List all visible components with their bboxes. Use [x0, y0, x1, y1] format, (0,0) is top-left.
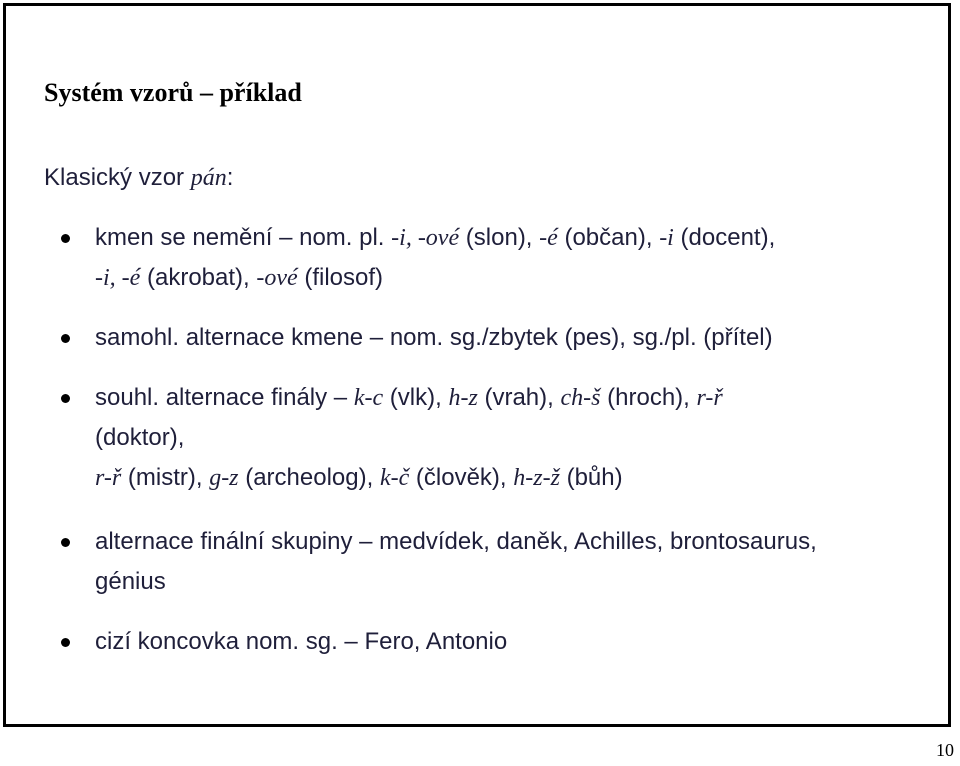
italic-segment: r-ř [95, 465, 122, 491]
text-segment: (hroch), [600, 384, 697, 411]
text-segment: souhl. alternace finály – [95, 384, 354, 411]
text-segment: (slon), [459, 224, 540, 251]
slide-title: Systém vzorů – příklad [44, 78, 302, 107]
text-segment: (člověk), [409, 464, 514, 491]
italic-segment: -ové [256, 265, 298, 291]
italic-segment: k-č [379, 465, 410, 491]
text-segment: (mistr), [121, 464, 210, 491]
text-segment: génius [95, 568, 166, 595]
text-segment: (archeolog), [238, 464, 380, 491]
italic-segment: -i, -ové [391, 225, 460, 251]
text-segment: samohl. alternace kmene – nom. sg./zbytek (pes), sg./pl. (přítel) [95, 324, 773, 351]
italic-segment: -é [539, 225, 558, 251]
italic-segment: g-z [209, 465, 239, 491]
intro-prefix: Klasický vzor [44, 164, 191, 191]
italic-segment: ch-š [560, 385, 601, 411]
bullet-line [95, 626, 507, 658]
intro-term: pán [190, 165, 227, 191]
text-segment: (vrah), [477, 384, 561, 411]
italic-segment: r-ř [696, 385, 723, 411]
bullet-line [95, 422, 184, 454]
text-segment: (docent), [673, 224, 776, 251]
text-segment: alternace finální skupiny – medvídek, daněk, Achilles, brontosaurus, [95, 528, 817, 555]
intro-text [44, 162, 233, 194]
italic-segment: h-z [448, 385, 478, 411]
bullet-dot [61, 538, 70, 547]
page-number: 10 [936, 740, 954, 760]
text-segment: kmen se nemění – nom. pl. [95, 224, 392, 251]
text-segment: cizí koncovka nom. sg. – Fero, Antonio [95, 628, 508, 655]
text-segment: (doktor), [95, 424, 185, 451]
italic-segment: k-c [353, 385, 384, 411]
text-segment: (občan), [557, 224, 660, 251]
bullet-line [95, 526, 817, 558]
bullet-line [95, 322, 773, 354]
slide-frame [3, 3, 951, 727]
bullet-line [95, 262, 383, 294]
bullet-line [95, 462, 623, 494]
text-segment: (filosof) [297, 264, 384, 291]
text-segment: (vlk), [383, 384, 449, 411]
italic-segment: -i, -é [95, 265, 141, 291]
bullet-dot [61, 334, 70, 343]
bullet-line [95, 222, 775, 254]
italic-segment: h-z-ž [513, 465, 560, 491]
text-segment: (bůh) [559, 464, 623, 491]
bullet-line [95, 382, 723, 414]
bullet-dot [61, 234, 70, 243]
bullet-dot [61, 394, 70, 403]
text-segment: (akrobat), [140, 264, 257, 291]
intro-suffix: : [226, 164, 234, 191]
bullet-line [95, 566, 166, 598]
italic-segment: -i [659, 225, 674, 251]
bullet-dot [61, 638, 70, 647]
